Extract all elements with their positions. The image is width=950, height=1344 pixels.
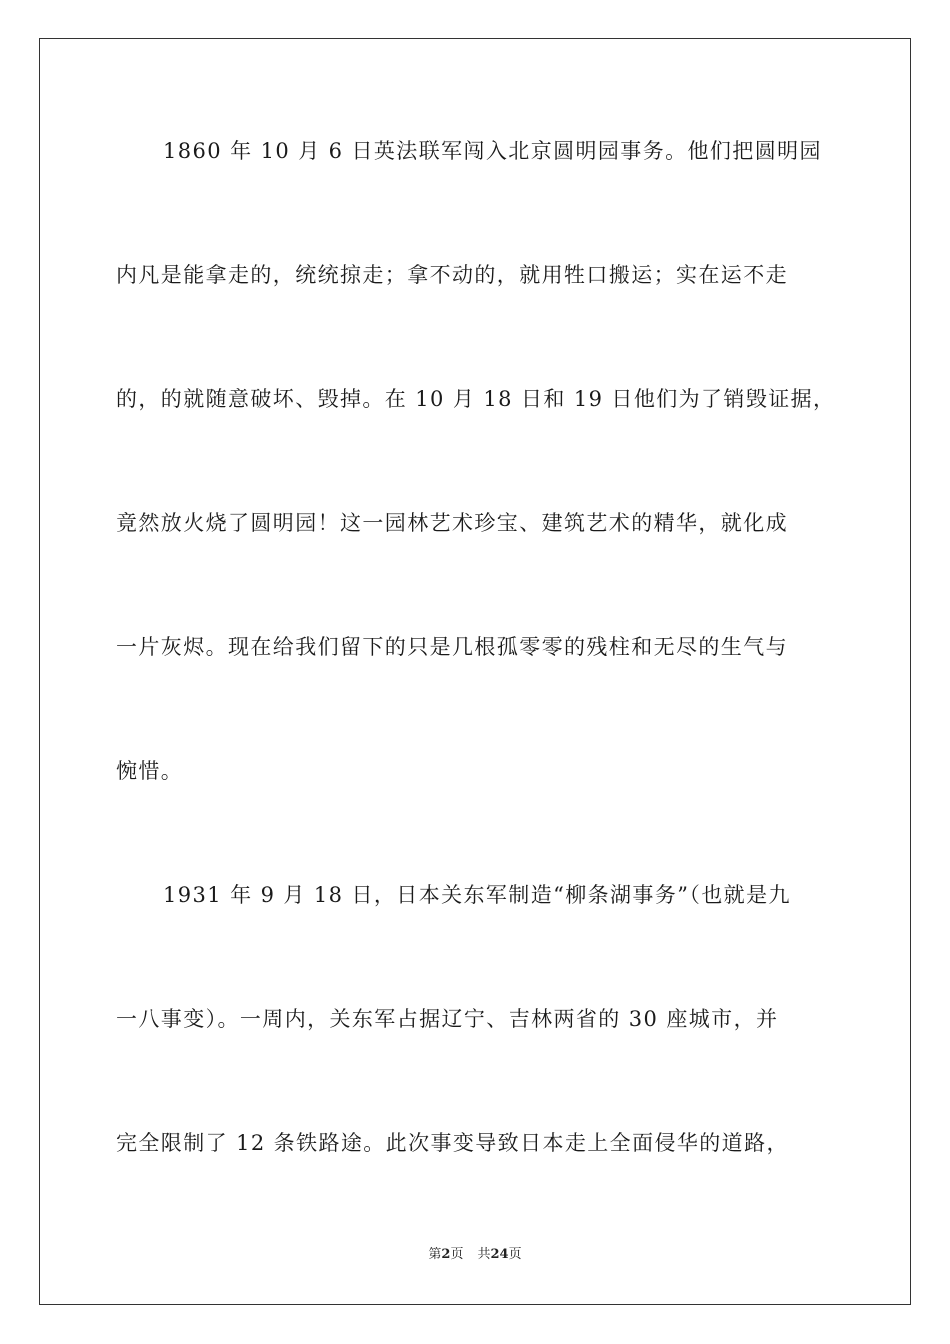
page-footer	[0, 1246, 950, 1264]
paragraph-line: 1931 年 9 月 18 日，日本关东军制造“柳条湖事务”（也就是九	[163, 883, 791, 907]
page-prefix: 第	[428, 1247, 442, 1262]
paragraph-line: 竟然放火烧了圆明园！这一园林艺术珍宝、建筑艺术的精华，就化成	[116, 511, 788, 535]
paragraph-line: 内凡是能拿走的，统统掠走；拿不动的，就用牲口搬运；实在运不走	[116, 263, 788, 287]
paragraph-line: 完全限制了 12 条铁路途。此次事变导致日本走上全面侵华的道路，	[116, 1131, 789, 1155]
total-prefix: 共	[477, 1247, 491, 1262]
total-suffix: 页	[508, 1247, 522, 1262]
page-frame	[39, 38, 911, 1305]
total-pages: 24	[490, 1247, 509, 1262]
paragraph-line: 1860 年 10 月 6 日英法联军闯入北京圆明园事务。他们把圆明园	[163, 139, 822, 163]
page-suffix: 页	[450, 1247, 464, 1262]
paragraph-line: 一片灰烬。现在给我们留下的只是几根孤零零的残柱和无尽的生气与	[116, 635, 788, 659]
paragraph-line: 一八事变）。一周内，关东军占据辽宁、吉林两省的 30 座城市，并	[116, 1007, 779, 1031]
page-number: 2	[441, 1247, 451, 1262]
paragraph-line: 的，的就随意破坏、毁掉。在 10 月 18 日和 19 日他们为了销毁证据，	[116, 387, 836, 411]
paragraph-line: 惋惜。	[116, 759, 184, 783]
